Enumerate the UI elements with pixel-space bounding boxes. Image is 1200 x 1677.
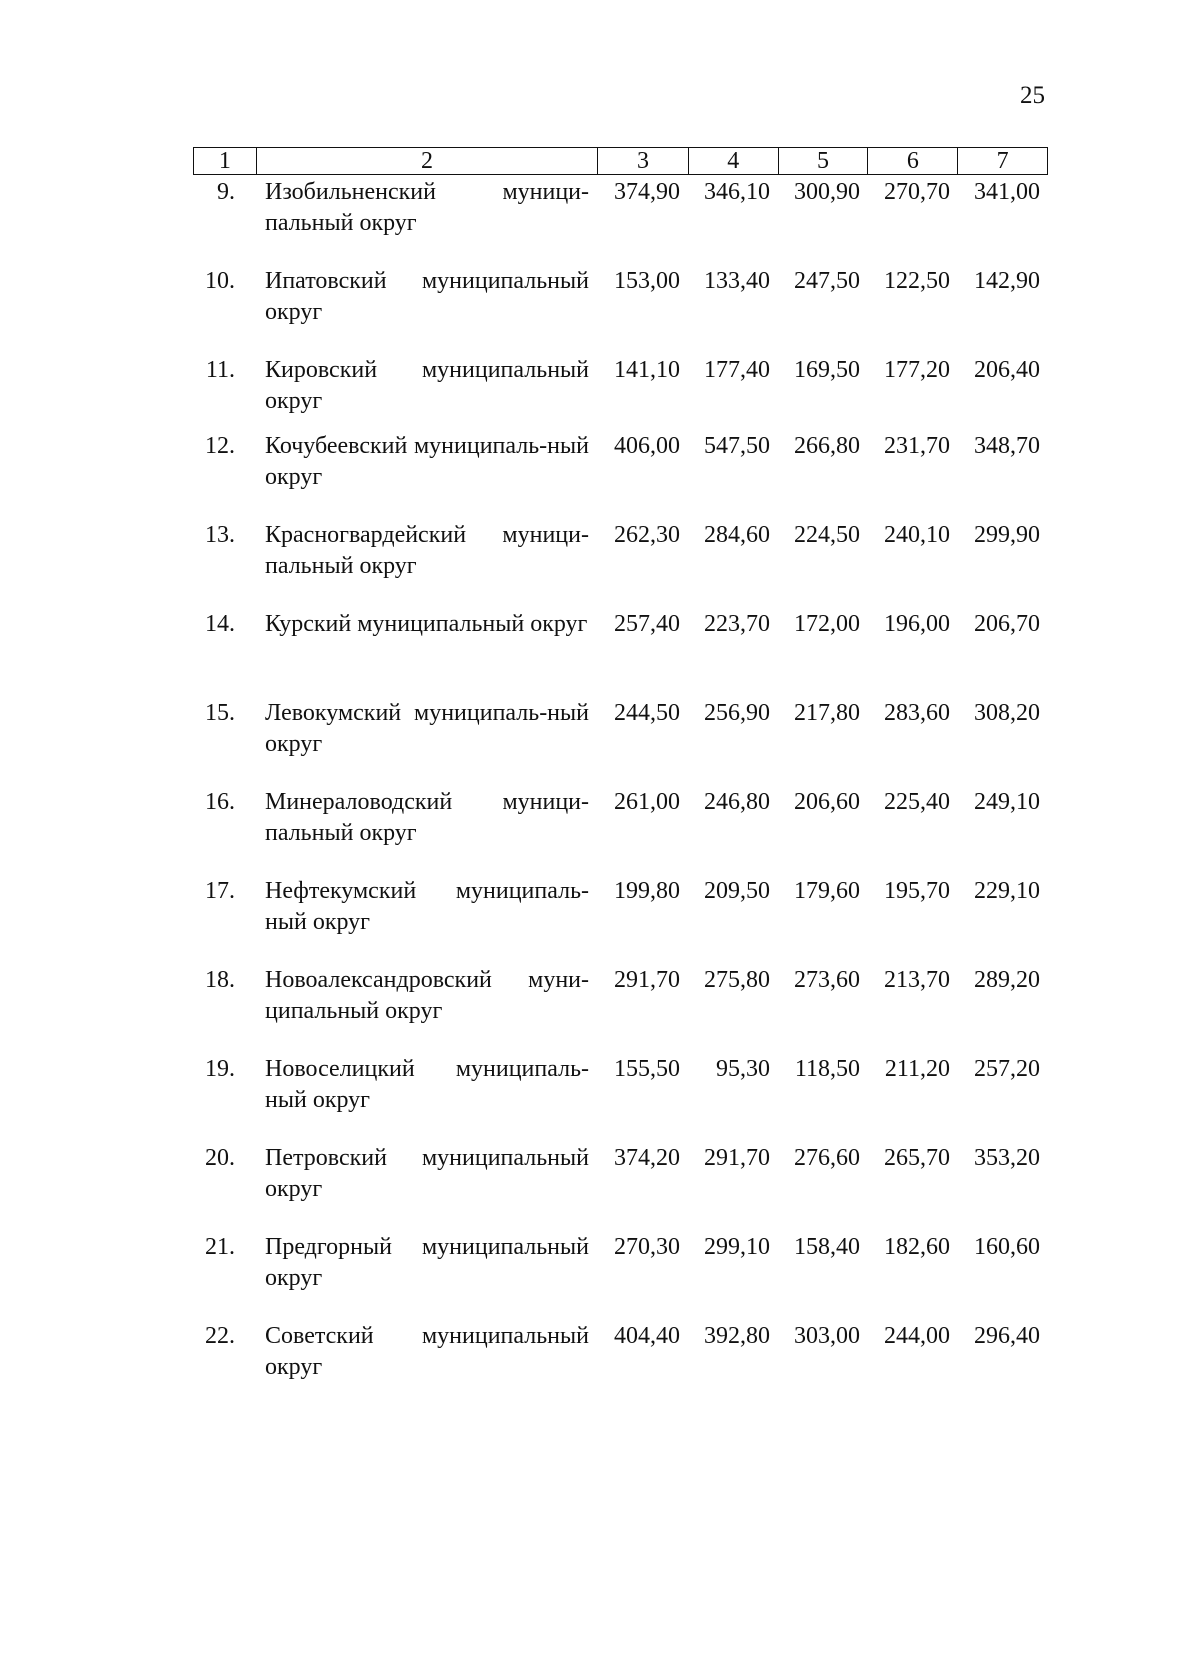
row-number: 11. <box>205 357 235 383</box>
value-cell-col6: 196,00 <box>884 611 950 637</box>
value-cell-col6: 213,70 <box>884 967 950 993</box>
row-number: 19. <box>205 1056 235 1082</box>
district-name: Левокумский муниципаль-ный округ <box>265 700 589 757</box>
district-name: Предгорный муниципальный округ <box>265 1234 589 1291</box>
value-cell-col3: 374,90 <box>614 179 680 205</box>
value-cell-col4: 223,70 <box>704 611 770 637</box>
table-row <box>193 965 1048 1054</box>
value-cell-col4: 392,80 <box>704 1323 770 1349</box>
value-cell-col7: 299,90 <box>974 522 1040 548</box>
value-cell-col4: 284,60 <box>704 522 770 548</box>
header-cell: 6 <box>867 148 957 174</box>
header-cell: 4 <box>688 148 778 174</box>
table-row <box>193 355 1048 431</box>
value-cell-col7: 353,20 <box>974 1145 1040 1171</box>
district-name: Ипатовский муниципальный округ <box>265 268 589 325</box>
value-cell-col4: 256,90 <box>704 700 770 726</box>
value-cell-col3: 244,50 <box>614 700 680 726</box>
value-cell-col4: 299,10 <box>704 1234 770 1260</box>
value-cell-col7: 249,10 <box>974 789 1040 815</box>
value-cell-col5: 169,50 <box>794 357 860 383</box>
value-cell-col6: 182,60 <box>884 1234 950 1260</box>
header-cell: 7 <box>957 148 1047 174</box>
table-row <box>193 1143 1048 1232</box>
district-name: Минераловодский муници-пальный округ <box>265 789 589 846</box>
value-cell-col5: 224,50 <box>794 522 860 548</box>
row-number: 12. <box>205 433 235 459</box>
value-cell-col3: 261,00 <box>614 789 680 815</box>
row-number: 20. <box>205 1145 235 1171</box>
district-name: Кировский муниципальный округ <box>265 357 589 414</box>
value-cell-col6: 211,20 <box>884 1056 950 1082</box>
table-row <box>193 431 1048 520</box>
value-cell-col7: 296,40 <box>974 1323 1040 1349</box>
district-name: Новоселицкий муниципаль-ный округ <box>265 1056 589 1113</box>
value-cell-col5: 247,50 <box>794 268 860 294</box>
page-number: 25 <box>1020 82 1045 109</box>
value-cell-col7: 341,00 <box>974 179 1040 205</box>
data-table <box>193 147 1048 1410</box>
table-row <box>193 787 1048 876</box>
header-cell: 2 <box>256 148 597 174</box>
table-row <box>193 609 1048 698</box>
value-cell-col4: 346,10 <box>704 179 770 205</box>
row-number: 18. <box>205 967 235 993</box>
value-cell-col7: 206,40 <box>974 357 1040 383</box>
value-cell-col6: 240,10 <box>884 522 950 548</box>
table-row <box>193 876 1048 965</box>
value-cell-col7: 142,90 <box>974 268 1040 294</box>
value-cell-col4: 133,40 <box>704 268 770 294</box>
value-cell-col3: 404,40 <box>614 1323 680 1349</box>
value-cell-col6: 177,20 <box>884 357 950 383</box>
row-number: 10. <box>205 268 235 294</box>
value-cell-col3: 141,10 <box>614 357 680 383</box>
row-number: 21. <box>205 1234 235 1260</box>
header-cell: 3 <box>597 148 688 174</box>
district-name: Новоалександровский муни-ципальный округ <box>265 967 589 1024</box>
value-cell-col7: 348,70 <box>974 433 1040 459</box>
header-cell: 1 <box>218 148 231 174</box>
value-cell-col3: 257,40 <box>614 611 680 637</box>
table-row <box>193 520 1048 609</box>
district-name: Петровский муниципальный округ <box>265 1145 589 1202</box>
value-cell-col3: 374,20 <box>614 1145 680 1171</box>
value-cell-col3: 153,00 <box>614 268 680 294</box>
table-row <box>193 698 1048 787</box>
value-cell-col3: 270,30 <box>614 1234 680 1260</box>
value-cell-col4: 275,80 <box>704 967 770 993</box>
value-cell-col5: 276,60 <box>794 1145 860 1171</box>
table-row <box>193 1321 1048 1410</box>
value-cell-col6: 265,70 <box>884 1145 950 1171</box>
row-number: 22. <box>205 1323 235 1349</box>
table-row <box>193 1232 1048 1321</box>
value-cell-col5: 118,50 <box>794 1056 860 1082</box>
table-row <box>193 266 1048 355</box>
row-number: 9. <box>217 179 235 205</box>
district-name: Нефтекумский муниципаль-ный округ <box>265 878 589 935</box>
value-cell-col7: 206,70 <box>974 611 1040 637</box>
value-cell-col7: 257,20 <box>974 1056 1040 1082</box>
value-cell-col7: 308,20 <box>974 700 1040 726</box>
value-cell-col5: 217,80 <box>794 700 860 726</box>
value-cell-col5: 266,80 <box>794 433 860 459</box>
row-number: 14. <box>205 611 235 637</box>
value-cell-col6: 122,50 <box>884 268 950 294</box>
row-number: 17. <box>205 878 235 904</box>
district-name: Красногвардейский муници-пальный округ <box>265 522 589 579</box>
value-cell-col6: 270,70 <box>884 179 950 205</box>
value-cell-col6: 244,00 <box>884 1323 950 1349</box>
table-row <box>193 177 1048 266</box>
value-cell-col4: 291,70 <box>704 1145 770 1171</box>
value-cell-col6: 225,40 <box>884 789 950 815</box>
value-cell-col4: 246,80 <box>704 789 770 815</box>
value-cell-col5: 179,60 <box>794 878 860 904</box>
value-cell-col5: 172,00 <box>794 611 860 637</box>
value-cell-col3: 406,00 <box>614 433 680 459</box>
value-cell-col3: 291,70 <box>614 967 680 993</box>
table-body <box>193 175 1048 1410</box>
value-cell-col7: 229,10 <box>974 878 1040 904</box>
header-cell: 5 <box>778 148 868 174</box>
row-number: 15. <box>205 700 235 726</box>
value-cell-col6: 283,60 <box>884 700 950 726</box>
value-cell-col7: 160,60 <box>974 1234 1040 1260</box>
value-cell-col5: 206,60 <box>794 789 860 815</box>
value-cell-col4: 209,50 <box>704 878 770 904</box>
table-row <box>193 1054 1048 1143</box>
value-cell-col4: 177,40 <box>704 357 770 383</box>
district-name: Кочубеевский муниципаль-ный округ <box>265 433 589 490</box>
value-cell-col3: 199,80 <box>614 878 680 904</box>
value-cell-col3: 155,50 <box>614 1056 680 1082</box>
value-cell-col6: 195,70 <box>884 878 950 904</box>
district-name: Советский муниципальный округ <box>265 1323 589 1380</box>
value-cell-col5: 158,40 <box>794 1234 860 1260</box>
value-cell-col3: 262,30 <box>614 522 680 548</box>
row-number: 16. <box>205 789 235 815</box>
table-header-row <box>193 147 1048 175</box>
district-name: Изобильненский муници-пальный округ <box>265 179 589 236</box>
district-name: Курский муниципальный округ <box>265 611 588 637</box>
value-cell-col4: 95,30 <box>716 1056 770 1082</box>
value-cell-col5: 300,90 <box>794 179 860 205</box>
value-cell-col6: 231,70 <box>884 433 950 459</box>
value-cell-col5: 303,00 <box>794 1323 860 1349</box>
row-number: 13. <box>205 522 235 548</box>
value-cell-col4: 547,50 <box>704 433 770 459</box>
value-cell-col5: 273,60 <box>794 967 860 993</box>
value-cell-col7: 289,20 <box>974 967 1040 993</box>
